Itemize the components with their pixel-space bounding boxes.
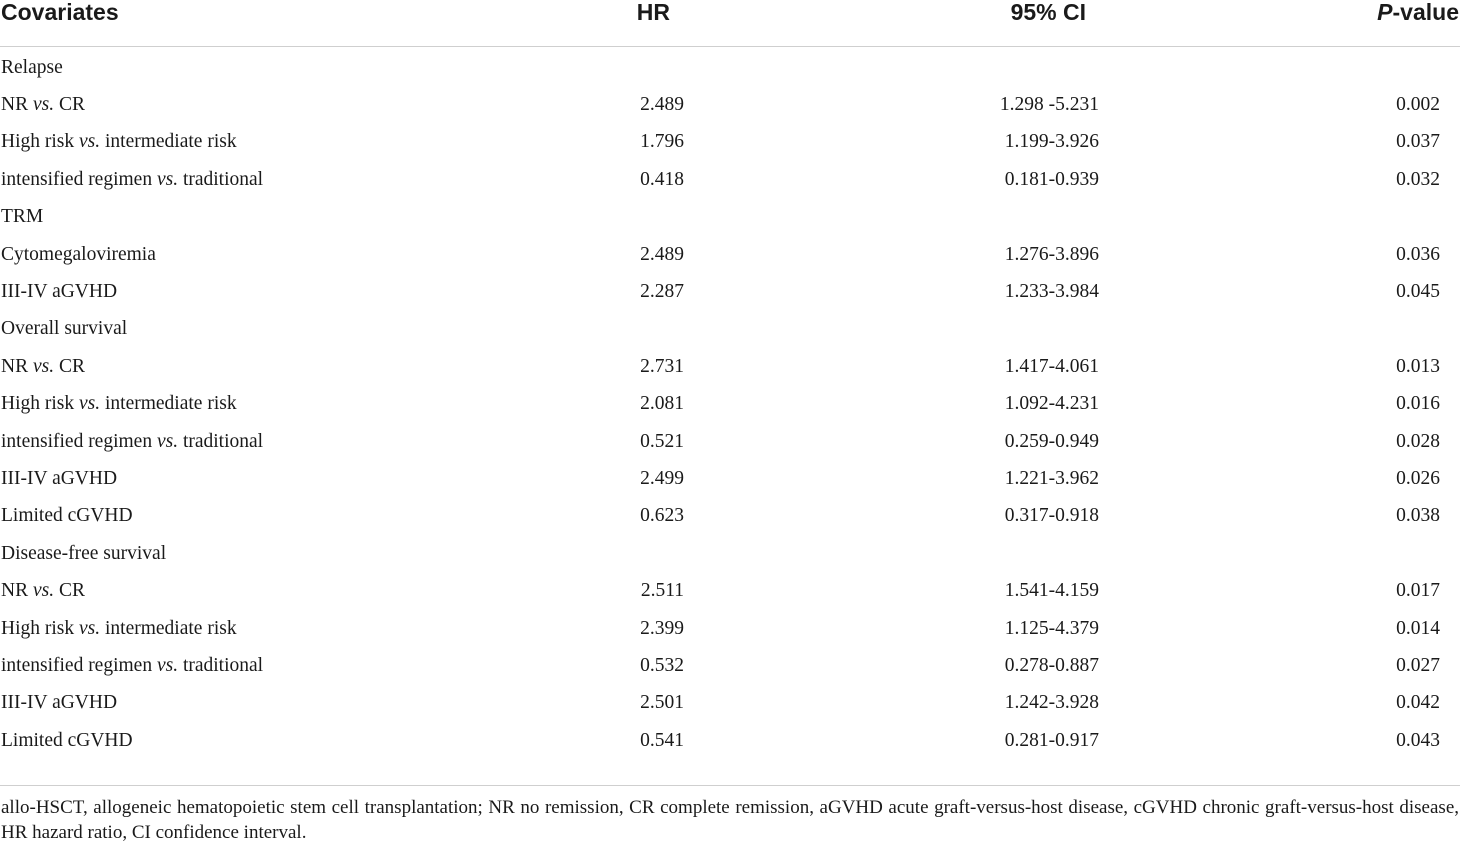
covariate-text: High risk [1,617,79,639]
section-row [0,535,1460,572]
table-row [0,236,1460,273]
covariate-vs: vs. [79,131,101,153]
p-value-cell: 0.045 [1396,281,1440,303]
section-label: Relapse [1,56,63,78]
ci-cell: 0.278-0.887 [1004,654,1099,676]
covariate-cell [0,236,460,273]
hr-cell: 2.489 [640,243,684,265]
section-label: Overall survival [1,318,128,340]
ci-cell: 1.541-4.159 [1004,580,1099,602]
covariate-cell [0,86,460,123]
table-body [0,47,1460,760]
covariate-cell [0,610,460,647]
table-row [0,273,1460,310]
p-value-cell: 0.013 [1396,355,1440,377]
p-value-cell: 0.002 [1396,94,1440,116]
covariate-text-post: CR [54,580,85,602]
ci-cell: 0.317-0.918 [1004,505,1099,527]
table-row [0,685,1460,722]
covariate-text: intensified regimen [1,654,157,676]
table-row [0,124,1460,161]
covariate-vs: vs. [156,168,179,190]
table-row [0,610,1460,647]
covariate-cell [0,348,460,385]
covariate-text: Limited cGVHD [1,729,133,751]
hr-cell: 0.418 [640,168,684,190]
table-row [0,498,1460,535]
covariate-vs: vs. [156,430,179,452]
covariate-cell [0,722,460,759]
hr-cell: 2.511 [640,580,684,602]
covariate-text: III-IV aGVHD [1,467,118,489]
covariate-cell [0,161,460,198]
header-covariates: Covariates [0,0,460,47]
covariate-cell [0,685,460,722]
table-header [0,0,1460,47]
footer-divider [0,785,1460,786]
hr-cell: 2.731 [640,355,684,377]
p-value-cell: 0.014 [1396,617,1440,639]
hr-cell: 0.521 [640,430,684,452]
covariate-text: Limited cGVHD [1,505,133,527]
p-value-cell: 0.038 [1396,505,1440,527]
header-row [0,0,1460,47]
ci-cell: 1.276-3.896 [1004,243,1099,265]
p-value-cell: 0.016 [1396,393,1440,415]
header-p-italic: P [1377,0,1393,25]
ci-cell: 0.259-0.949 [1004,430,1099,452]
section-row [0,199,1460,236]
ci-cell: 1.298 -5.231 [999,94,1099,116]
ci-cell: 1.199-3.926 [1004,131,1099,153]
covariate-vs: vs. [32,355,55,377]
covariate-vs: vs. [32,94,55,116]
covariate-vs: vs. [79,617,101,639]
header-p-value [1210,0,1460,47]
covariate-text: Cytomegaloviremia [1,243,156,265]
covariate-text-post: intermediate risk [100,131,237,153]
p-value-cell: 0.027 [1396,654,1440,676]
ci-cell: 1.092-4.231 [1004,393,1099,415]
hr-cell: 2.489 [640,94,684,116]
covariate-text-post: traditional [178,430,264,452]
hr-cell: 2.399 [640,617,684,639]
covariate-text: High risk [1,393,79,415]
covariate-cell [0,647,460,684]
covariate-text-post: CR [54,94,85,116]
p-value-cell: 0.037 [1396,131,1440,153]
hr-cell: 2.081 [640,393,684,415]
covariate-cell [0,386,460,423]
header-p-rest: -value [1392,0,1459,25]
hr-cell: 1.796 [640,131,684,153]
table-row [0,86,1460,123]
covariate-cell [0,498,460,535]
p-value-cell: 0.028 [1396,430,1440,452]
covariate-text: intensified regimen [1,168,157,190]
p-value-cell: 0.026 [1396,467,1440,489]
hr-cell: 0.532 [640,654,684,676]
covariate-text: NR [1,580,33,602]
covariate-text-post: CR [54,355,85,377]
ci-cell: 1.242-3.928 [1004,692,1099,714]
table-row [0,161,1460,198]
table-row [0,722,1460,759]
ci-cell: 0.181-0.939 [1004,168,1099,190]
p-value-cell: 0.017 [1396,580,1440,602]
covariate-text-post: intermediate risk [100,617,237,639]
hr-cell: 2.499 [640,467,684,489]
header-hr: HR [460,0,710,47]
covariate-vs: vs. [32,580,55,602]
hr-cell: 0.623 [640,505,684,527]
table-row [0,460,1460,497]
covariate-text-post: traditional [178,168,264,190]
covariate-cell [0,423,460,460]
ci-cell: 0.281-0.917 [1004,729,1099,751]
ci-cell: 1.417-4.061 [1004,355,1099,377]
section-row [0,311,1460,348]
covariate-cell [0,572,460,609]
covariate-vs: vs. [156,654,179,676]
table-row [0,423,1460,460]
covariate-text: III-IV aGVHD [1,281,118,303]
covariate-text: intensified regimen [1,430,157,452]
header-ci: 95% CI [710,0,1210,47]
p-value-cell: 0.032 [1396,168,1440,190]
p-value-cell: 0.036 [1396,243,1440,265]
covariate-text: NR [1,355,33,377]
covariate-cell [0,124,460,161]
section-label: Disease-free survival [1,542,167,564]
table-row [0,386,1460,423]
p-value-cell: 0.042 [1396,692,1440,714]
ci-cell: 1.233-3.984 [1004,281,1099,303]
covariate-text-post: intermediate risk [100,393,237,415]
covariate-text: High risk [1,131,79,153]
section-label: TRM [1,206,44,228]
table-row [0,572,1460,609]
hr-cell: 2.501 [640,692,684,714]
p-value-cell: 0.043 [1396,729,1440,751]
covariate-vs: vs. [79,393,101,415]
section-row [0,47,1460,87]
covariate-cell [0,460,460,497]
covariate-cell [0,273,460,310]
hr-cell: 2.287 [640,281,684,303]
covariate-text: NR [1,94,33,116]
table-footnote: allo-HSCT, allogeneic hematopoietic stem cell transplantation; NR no remission, CR complete remission, aGVHD acute graft-versus-host disease, cGVHD chronic graft-versus-host disease, HR hazard ratio, CI confidence interval. [1,797,1459,843]
covariate-text-post: traditional [178,654,264,676]
covariate-text: III-IV aGVHD [1,692,118,714]
table-row [0,348,1460,385]
ci-cell: 1.125-4.379 [1004,617,1099,639]
ci-cell: 1.221-3.962 [1004,467,1099,489]
table-row [0,647,1460,684]
hr-cell: 0.541 [640,729,684,751]
